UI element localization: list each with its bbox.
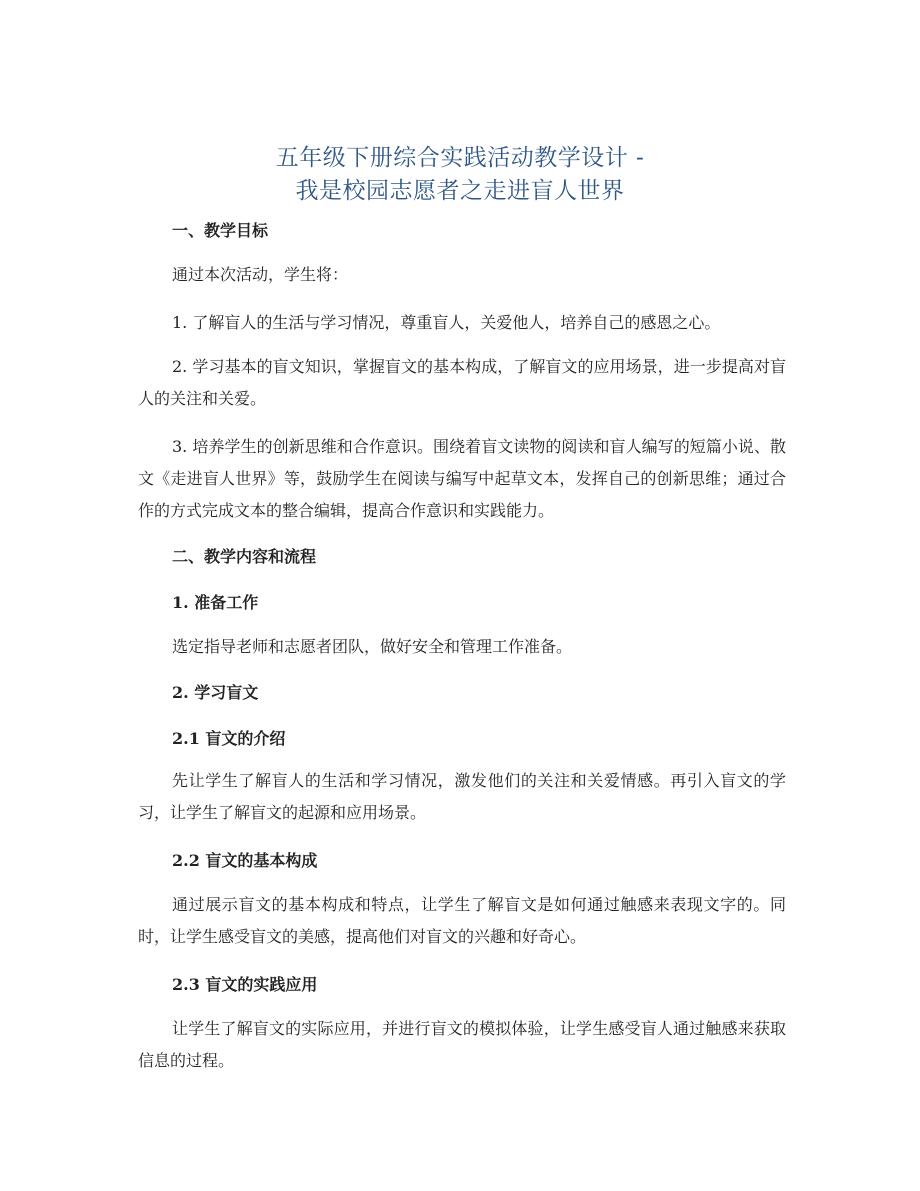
paragraph-objectives-intro: 通过本次活动，学生将： <box>172 265 349 284</box>
subheading-braille-intro: 2.1 盲文的介绍 <box>172 729 286 748</box>
paragraph-objective-3: 3. 培养学生的创新思维和合作意识。围绕着盲文读物的阅读和盲人编写的短篇小说、散文《走进盲人世界》等，鼓励学生在阅读与编写中起草文本，发挥自己的创新思维；通过合作的方式完成文本的整合编辑，提高合作意识和实践能力。 <box>138 437 786 520</box>
subheading-preparation: 1. 准备工作 <box>172 593 259 612</box>
title-line-1: 五年级下册综合实践活动教学设计 - <box>275 145 645 171</box>
document-title <box>0 142 920 208</box>
subheading-braille-practice: 2.3 盲文的实践应用 <box>172 975 318 994</box>
paragraph-objective-2: 2. 学习基本的盲文知识，掌握盲文的基本构成，了解盲文的应用场景，进一步提高对盲人的关注和关爱。 <box>138 357 786 408</box>
section-heading-content-flow: 二、教学内容和流程 <box>172 547 317 566</box>
paragraph-braille-structure: 通过展示盲文的基本构成和特点，让学生了解盲文是如何通过触感来表现文字的。同时，让学生感受盲文的美感，提高他们对盲文的兴趣和好奇心。 <box>138 895 786 946</box>
section-heading-objectives: 一、教学目标 <box>172 221 269 240</box>
title-line-2: 我是校园志愿者之走进盲人世界 <box>295 178 625 204</box>
subheading-learn-braille: 2. 学习盲文 <box>172 683 259 702</box>
paragraph-braille-intro: 先让学生了解盲人的生活和学习情况，激发他们的关注和关爱情感。再引入盲文的学习，让学生了解盲文的起源和应用场景。 <box>138 771 786 822</box>
subheading-braille-structure: 2.2 盲文的基本构成 <box>172 851 318 870</box>
paragraph-objective-1: 1. 了解盲人的生活与学习情况，尊重盲人，关爱他人，培养自己的感恩之心。 <box>172 313 721 332</box>
paragraph-braille-practice: 让学生了解盲文的实际应用，并进行盲文的模拟体验，让学生感受盲人通过触感来获取信息的过程。 <box>138 1019 786 1070</box>
paragraph-preparation: 选定指导老师和志愿者团队，做好安全和管理工作准备。 <box>172 637 573 656</box>
